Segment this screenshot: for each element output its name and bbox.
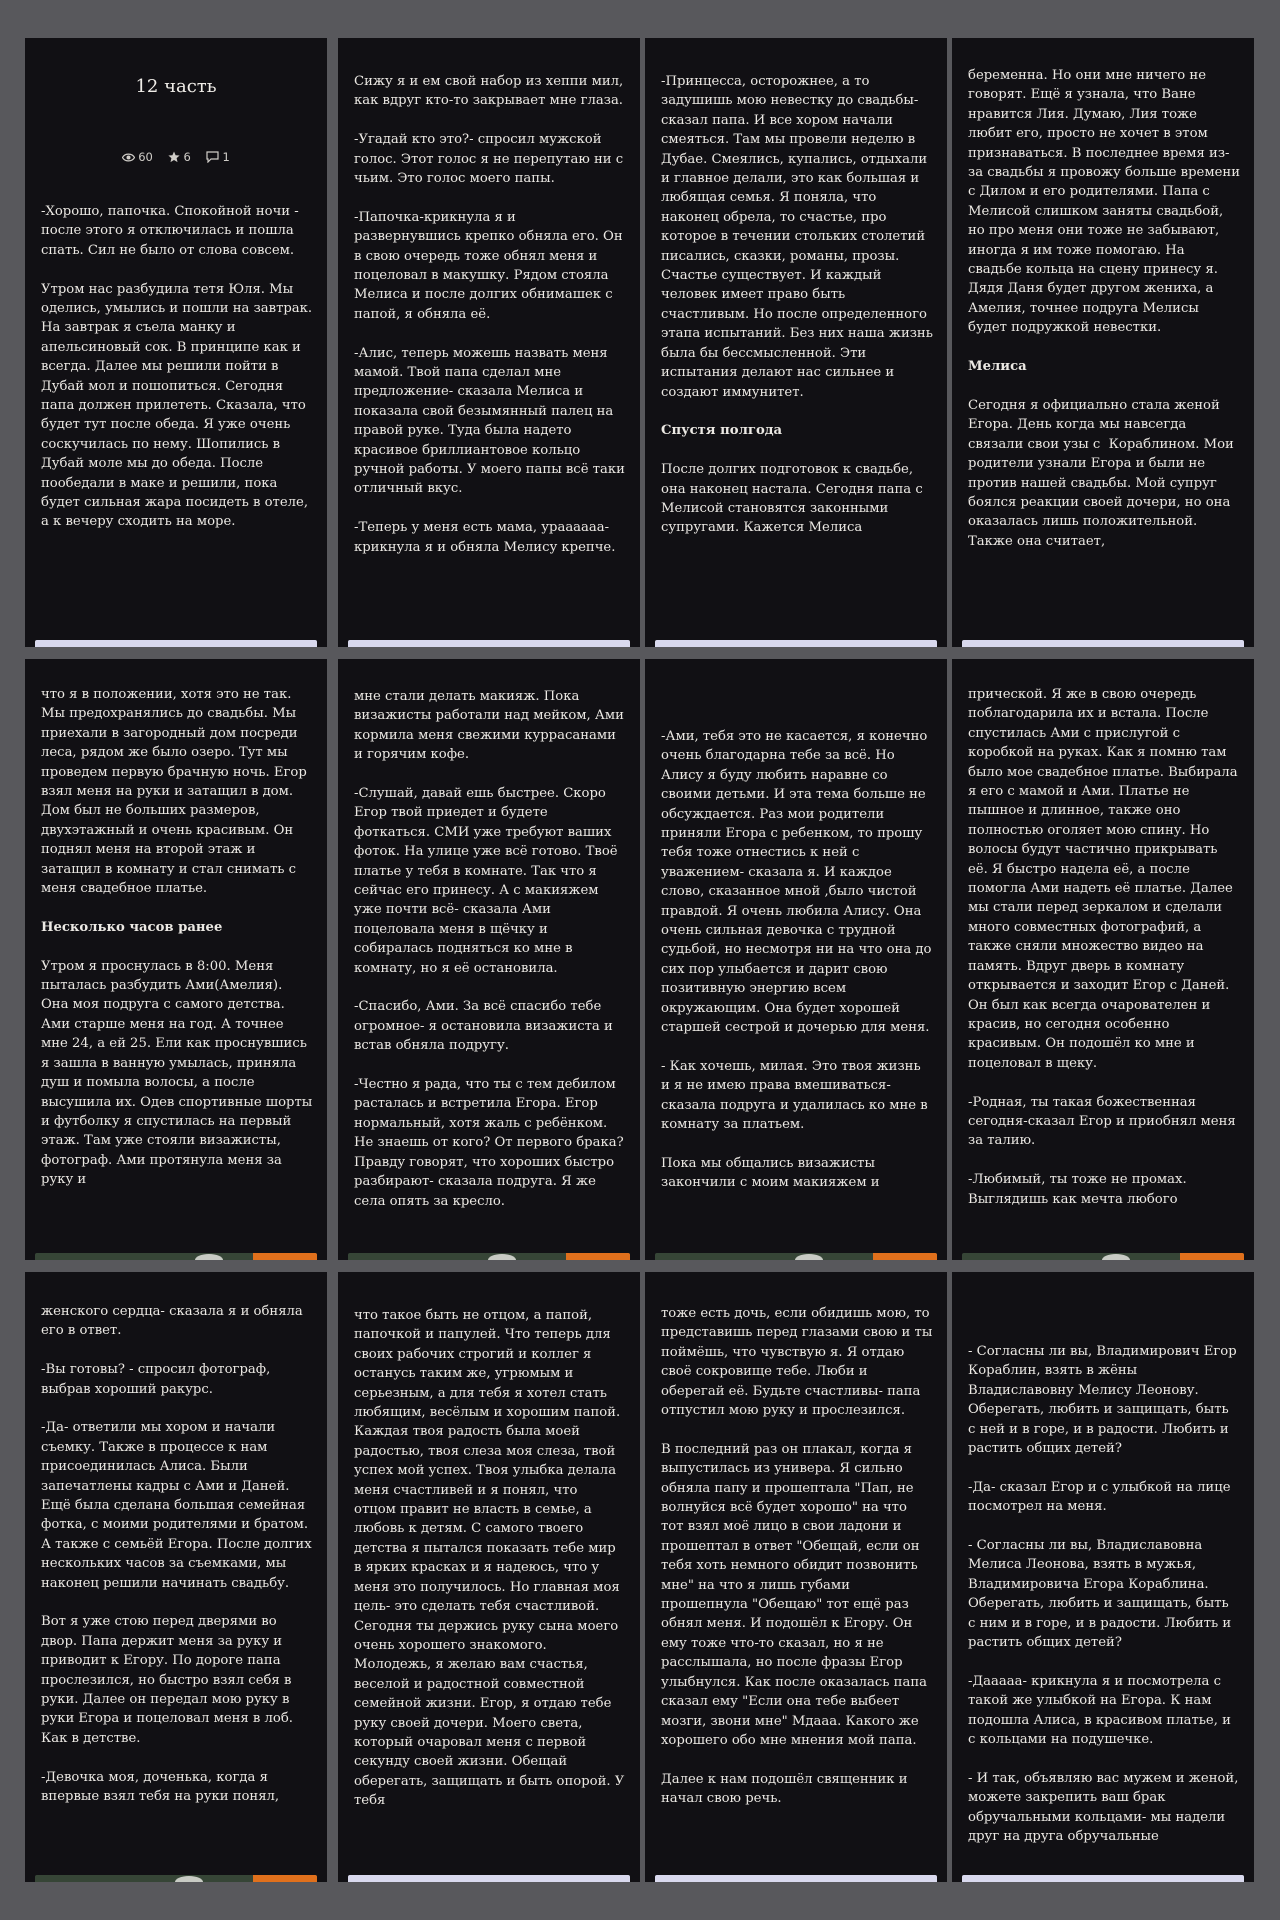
paragraph: Утром я проснулась в 8:00. Меня пыталась разбудить Ами(Амелия). Она моя подруга с самого детства. Ами старше меня на год. А точнее мне 24, а ей 25. Ели как проснувшись я зашла в ванную умылась, приняла душ и помыла волосы, а после высушила их. Одев спортивные шорты и футболку я спустилась на первый этаж. Там уже стояли визажисты, фотограф. Ами протянула меня за руку и [41,958,317,1188]
page-text [41,202,317,532]
page-text [41,1302,316,1807]
paragraph: -Папочка-крикнула я и развернувшись крепко обняла его. Он в свою очередь тоже обнял меня и поцеловал в макушку. Рядом стояла Мелиса и после долгих обнимашек с папой, я обняла её. [354,209,627,322]
page-8 [952,659,1254,1260]
page-11 [645,1272,947,1882]
section-heading: Спустя полгода [661,423,783,439]
page-6 [338,659,640,1260]
page-footer-strip [655,1875,937,1882]
paragraph: -Дааааа- крикнула я и посмотрела с такой же улыбкой на Егора. К нам подошла Алиса, в красивом платье, и с кольцами на подушечке. [968,1673,1236,1748]
page-text [41,685,317,1190]
page-footer-strip [348,640,630,647]
votes-count: 6 [183,150,191,164]
paragraph: -Принцесса, осторожнее, а то задушишь мою невестку до свадьбы- сказал папа. И все хором начали смеяться. Там мы провели неделю в Дубае. Смеялись, купались, отдыхали и главное делали, это как большая и любящая семья. Я поняла, что наконец обрела, то счастье, про которое в течении стольких столетий писались, сказки, романы, прозы. Счастье существует. И каждый человек имеет право быть счастливым. Но после определенного этапа испытаний. Без них наша жизнь была бы бессмысленной. Эти испытания делают нас сильнее и создают иммунитет. [661,74,938,400]
paragraph: - Согласны ли вы, Владиславовна Мелиса Леонова, взять в мужья, Владимировича Егора Кораблина. Оберегать, любить и защищать, быть с ним и в горе, и в радости. Любить и растить общих детей? [968,1538,1236,1651]
page-text [661,72,938,538]
views-count: 60 [138,150,153,164]
page-4 [952,38,1254,647]
paragraph: - И так, объявляю вас мужем и женой, можете закрепить ваш брак обручальными кольцами- мы надели друг на друга обручальные [968,1770,1243,1845]
paragraph: женского сердца- сказала я и обняла его в ответ. [41,1304,307,1339]
page-footer-strip [962,1253,1244,1260]
paragraph: беременна. Но они мне ничего не говорят. Ещё я узнала, что Ване нравится Лия. Думаю, Лия тоже любит его, просто не хочет в этом признаваться. В последнее время из-за свадьбы я провожу больше времени с Дилом и его родителями. Папа с Мелисой слишком заняты свадьбой, но про меня они тоже не забывают, иногда я им тоже помогаю. На свадьбе кольца на сцену принесу я. Дядя Даня будет другом жениха, а Амелия, точнее подруга Мелисы будет подружкой невестки. [968,68,1245,336]
paragraph: Пока мы общались визажисты закончили с моим макияжем и [661,1155,880,1191]
paragraph: -Любимый, ты тоже не промах. Выглядишь как мечта любого [968,1172,1191,1207]
page-footer-strip [348,1875,630,1882]
paragraph: -Вы готовы? - спросил фотограф, выбрав хороший ракурс. [41,1362,275,1397]
paragraph: -Родная, ты такая божественная сегодня-сказал Егор и приобнял меня за талию. [968,1094,1240,1149]
paragraph: -Да- ответили мы хором и начали съемку. Также в процессе к нам присоединилась Алиса. Были запечатлены кадры с Ами и Даней. Ещё была сделана большая семейная фотка, с моими родителями и братом. А также с семьёй Егора. После долгих нескольких часов за съемками, мы наконец решили начинать свадьбу. [41,1420,316,1591]
page-footer-strip [348,1253,630,1260]
paragraph: Вот я уже стою перед дверями во двор. Папа держит меня за руку и приводит к Егору. По дороге папа прослезился, но быстро взял себя в руки. Далее он передал мою руку в руки Егора и поцеловал меня в лоб. Как в детстве. [41,1614,298,1746]
paragraph: -Спасибо, Ами. За всё спасибо тебе огромное- я остановила визажиста и встав обняла подругу. [354,999,617,1054]
paragraph: прической. Я же в свою очередь поблагодарила их и встала. После спустилась Ами с прислугой с коробкой на руках. Как я помню там было мое свадебное платье. Выбирала я его с мамой и Ами. Платье не пышное и длинное, также оно полностью оголяет мою спину. Но волосы будут частично прикрывать её. Я быстро надела её, а после помогла Ами надеть её платье. Далее мы стали перед зеркалом и сделали много совместных фотографий, а также сняли множество видео на память. Вдруг дверь в комнату открывается и заходит Егор с Даней. Он был как всегда очарователен и красив, но сегодня особенно красивым. Он подошёл ко мне и поцеловал в щеку. [968,687,1242,1071]
page-text [968,685,1240,1209]
page-12 [952,1272,1254,1882]
star-icon [168,151,180,163]
paragraph: -Девочка моя, доченька, когда я впервые взял тебя на руки понял, [41,1769,280,1805]
paragraph: В последний раз он плакал, когда я выпустилась из универа. Я сильно обняла папу и прошептала "Пап, не волнуйся всё будет хорошо" на что тот взял моё лицо в свои ладони и прошептал в ответ "Обещай, если он тебя хоть немного обидит позвонить мне" на что я лишь губами прошепнула "Обещаю" тот ещё раз обнял меня. И подошёл к Егору. Он ему тоже что-то сказал, но я не расслышала, но после фразы Егор улыбнулся. Как после оказалась папа сказал ему "Если она тебе выбеет мозги, звони мне" Мдааа. Какого же хорошего обо мне мнения мой папа. [661,1441,932,1748]
paragraph: мне стали делать макияж. Пока визажисты работали над мейком, Ами кормила меня свежими куррасанами и горячим кофе. [354,689,629,763]
page-text [354,72,630,557]
paragraph: -Да- сказал Егор и с улыбкой на лице посмотрел на меня. [968,1479,1235,1515]
votes-stat [168,150,190,164]
page-footer-strip [962,640,1244,647]
paragraph: Сижу я и ем свой набор из хеппи мил, как вдруг кто-то закрывает мне глаза. [354,74,628,109]
page-5 [25,659,327,1260]
paragraph: -Хорошо, папочка. Спокойной ночи - после этого я отключилась и пошла спать. Сил не было от слова совсем. [41,204,303,258]
eye-icon [122,152,135,163]
page-footer-strip [655,1253,937,1260]
page-footer-strip [655,640,937,647]
paragraph: - Согласны ли вы, Владимирович Егор Кораблин, взять в жёны Владиславовну Мелису Леонову. Оберегать, любить и защищать, быть с ней и в горе, и в радости. Любить и растить общих детей? [968,1344,1241,1457]
paragraph: -Честно я рада, что ты с тем дебилом расталась и встретила Егора. Егор нормальный, хотя жаль с ребёнком. Не знаешь от кого? От первого брака? Правду говорят, что хороших быстро разбирают- сказала подруга. Я же села опять за кресло. [354,1077,628,1209]
page-3 [645,38,947,647]
page-footer-strip [35,1875,317,1882]
chapter-title: 12 часть [135,76,217,97]
paragraph: -Ами, тебя это не касается, я конечно очень благодарна тебе за всё. Но Алису я буду любить наравне со своими детьми. И эта тема больше не обсуждается. Раз мои родители приняли Егора с ребенком, то прошу тебя тоже отнестись к ней с уважением- сказала я. И каждое слово, сказанное мной ,было чистой правдой. Я очень любила Алису. Она очень сильная девочка с трудной судьбой, но несмотря ни на что она до сих пор улыбается и дарит свою позитивную энергию всем окружающим. Она будет хорошей старшей сестрой и дочерью для меня. [661,729,936,1036]
paragraph: Утром нас разбудила тетя Юля. Мы оделись, умылись и пошли на завтрак. На завтрак я съела манку и апельсиновый сок. В принципе как и всегда. Далее мы решили пойти в Дубай мол и пошопиться. Сегодня папа должен прилететь. Сказала, что будет тут после обеда. Я уже очень соскучилась по нему. Шопились в Дубай моле мы до обеда. После пообедали в маке и решили, пока будет сильная жара посидеть в отеле, а к вечеру сходить на море. [41,281,317,530]
page-10 [338,1272,640,1882]
page-2 [338,38,640,647]
page-footer-strip [962,1875,1244,1882]
paragraph: -Алис, теперь можешь назвать меня мамой. Твой папа сделал мне предложение- сказала Мелиса и показала свой безымянный палец на правой руке. Туда была надето красивое бриллиантовое кольцо ручной работы. У моего папы всё таки отличный вкус. [354,345,630,497]
page-text [968,1342,1243,1847]
page-9 [25,1272,327,1882]
page-text [968,66,1245,551]
paragraph: - Как хочешь, милая. Это твоя жизнь и я не имею права вмешиваться- сказала подруга и удалилась ко мне в комнату за платьем. [661,1058,932,1133]
section-heading: Несколько часов ранее [41,919,223,935]
page-footer-strip [35,1253,317,1260]
paragraph: -Угадай кто это?- спросил мужской голос. Этот голос я не перепутаю ни с чьим. Это голос моего папы. [354,132,628,187]
paragraph: что такое быть не отцом, а папой, папочкой и папулей. Что теперь для своих рабочих строгий и коллег я останусь таким же, угрюмым и серьезным, а для тебя я хотел стать любящим, весёлым и хорошим папой. Каждая твоя радость была моей радостью, твоя слеза моя слеза, твой успех мой успех. Твоя улыбка делала меня счастливей и я понял, что отцом правит не власть в семье, а любовь к детям. С самого твоего детства я пытался показать тебе мир в ярких красках и я надеюсь, что у меня это получилось. Но главная моя цель- это сделать тебя счастливой. Сегодня ты держись руку сына моего очень хорошего знакомого. Молодежь, я желаю вам счастья, веселой и радостной совместной семейной жизни. Егор, я отдаю тебе руку своей дочери. Моего света, который очаровал меня с первой секунду своей жизни. Обещай оберегать, защищать и быть опорой. У тебя [354,1308,629,1809]
paragraph: -Слушай, давай ешь быстрее. Скоро Егор твой приедет и будете фоткаться. СМИ уже требуют ваших фоток. На улице уже всё готово. Твоё платье у тебя в комнате. Так что я сейчас его принесу. А с макияжем уже почти всё- сказала Ами поцеловала меня в щёчку и собиралась подняться ко мне в комнату, но я её остановила. [354,786,622,976]
chapter-stats [25,150,327,164]
comment-icon [206,151,219,163]
paragraph: После долгих подготовок к свадьбе, она наконец настала. Сегодня папа с Мелисой становятся законными супругами. Кажется Мелиса [661,462,927,536]
page-1 [25,38,327,647]
comments-stat [206,150,229,164]
paragraph: Сегодня я официально стала женой Егора. День когда мы навсегда связали свои узы с Кораблином. Мои родители узнали Егора и были не против нашей свадьбы. Мой супруг боялся реакции своей дочери, но она оказалась лишь положительной. Также она считает, [968,397,1239,549]
paragraph: -Теперь у меня есть мама, ураааааа- крикнула я и обняла Мелису крепче. [354,520,616,555]
views-stat [122,150,153,164]
section-heading: Мелиса [968,359,1027,375]
paragraph: Далее к нам подошёл священник и начал свою речь. [661,1771,912,1807]
comments-count: 1 [222,150,230,164]
paragraph: тоже есть дочь, если обидишь мою, то представишь перед глазами свою и ты поймёшь, что чувствую я. Я отдаю своё сокровище тебе. Люби и оберегай её. Будьте счастливы- папа отпустил мою руку и прослезился. [661,1306,937,1419]
page-text [354,687,629,1211]
page-footer-strip [35,640,317,647]
paragraph: что я в положении, хотя это не так. Мы предохранялись до свадьбы. Мы приехали в загородный дом посреди леса, рядом же было озеро. Тут мы проведем первую брачную ночь. Егор взял меня на руки и затащил в дом. Дом был не больших размеров, двухэтажный и очень красивым. Он поднял меня на второй этаж и затащил в комнату и стал снимать с меня свадебное платье. [41,687,311,897]
page-7 [645,659,947,1260]
page-text [661,1304,937,1809]
page-text [661,727,936,1193]
page-text [354,1306,629,1811]
